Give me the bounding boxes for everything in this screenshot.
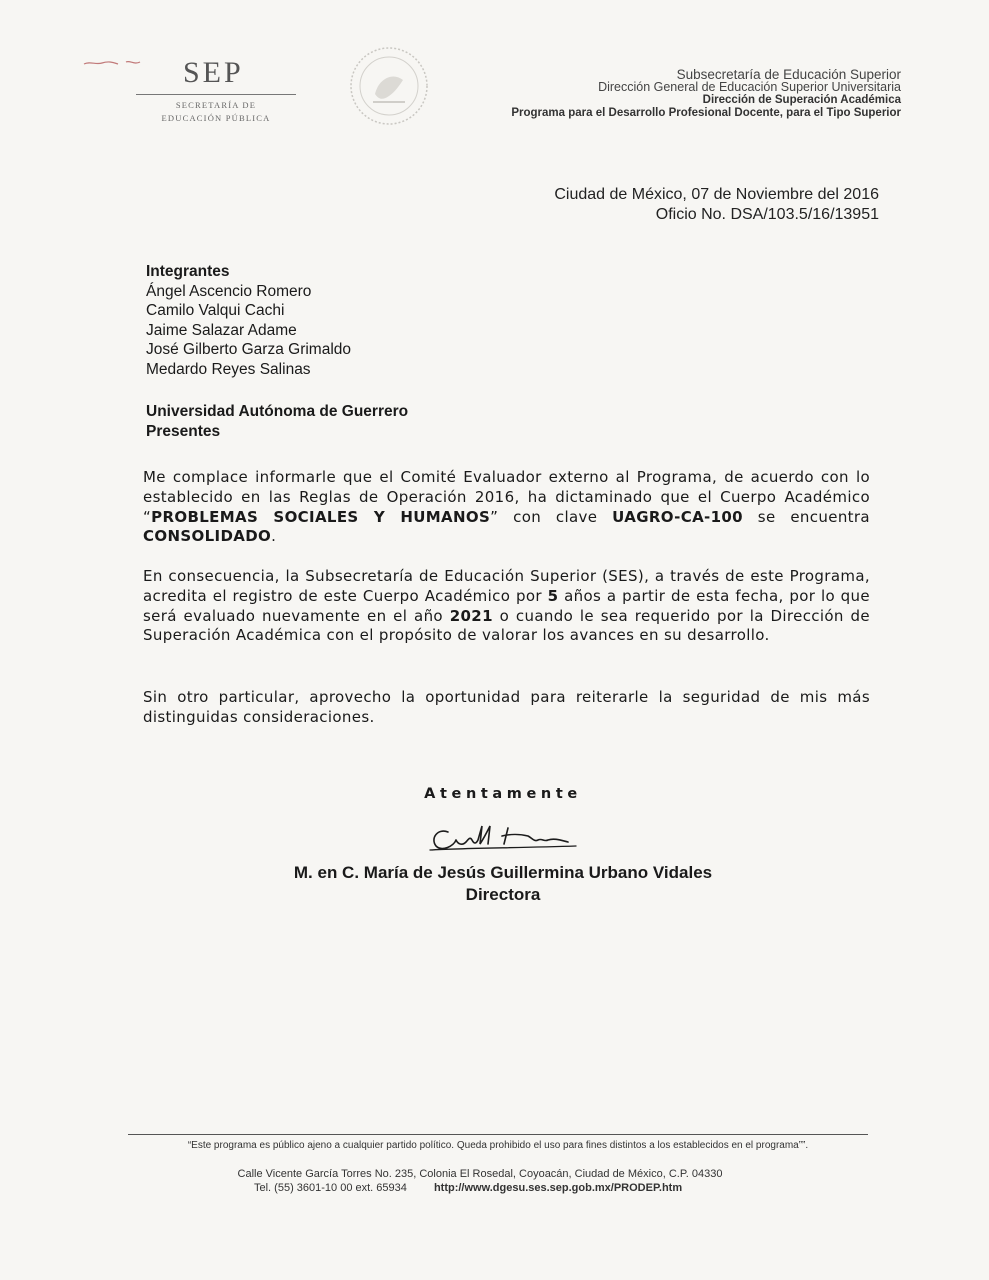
footer-contact bbox=[254, 1182, 682, 1194]
p1-text-g: . bbox=[271, 527, 277, 546]
recipients-block bbox=[146, 262, 351, 380]
header-direccion-general: Dirección General de Educación Superior Universitaria bbox=[598, 80, 901, 94]
academic-body-name: PROBLEMAS SOCIALES Y HUMANOS bbox=[151, 507, 491, 526]
signer-block bbox=[0, 862, 989, 906]
salutation: Atentamente bbox=[424, 786, 582, 802]
sep-logo bbox=[128, 52, 298, 127]
p2-text-e: o cuando le sea requerido por la Dirección de Superación Académica con el propósito de valorar los avances en su desarrollo. bbox=[143, 606, 870, 645]
status-consolidado: CONSOLIDADO bbox=[143, 527, 272, 546]
years-count: 5 bbox=[547, 586, 559, 605]
oficio-number: Oficio No. DSA/103.5/16/13951 bbox=[655, 206, 879, 223]
mexican-coat-of-arms-seal-icon bbox=[345, 44, 433, 128]
p1-text-e: se encuentra bbox=[742, 507, 870, 526]
sep-logo-subtitle-1: SECRETARÍA DE bbox=[175, 100, 257, 110]
p2-text-c: años a partir de esta fecha, por lo que será evaluado nuevamente en el año bbox=[143, 586, 870, 625]
footer-legal-note: “Este programa es público ajeno a cualquier partido político. Queda prohibido el uso para fines distintos a los establecidos en el programa””. bbox=[187, 1140, 809, 1151]
institution-name: Universidad Autónoma de Guerrero bbox=[146, 403, 409, 420]
place-date: Ciudad de México, 07 de Noviembre del 2016 bbox=[554, 186, 879, 203]
recipients-heading: Integrantes bbox=[146, 263, 230, 280]
sep-logo-rule bbox=[136, 94, 296, 95]
body-paragraph-2 bbox=[143, 567, 870, 646]
header-direccion-superacion: Dirección de Superación Académica bbox=[702, 94, 901, 106]
footer-url-link[interactable]: http://www.dgesu.ses.sep.gob.mx/PRODEP.htm bbox=[433, 1182, 683, 1194]
footer-divider bbox=[128, 1134, 868, 1135]
body-paragraph-3: Sin otro particular, aprovecho la oportunidad para reiterarle la seguridad de mis más distinguidas consideraciones. bbox=[143, 688, 870, 726]
sep-logo-subtitle-2: EDUCACIÓN PÚBLICA bbox=[161, 113, 271, 123]
body-paragraph-1 bbox=[143, 468, 870, 547]
institution-block bbox=[146, 402, 408, 442]
p2-text-a: En consecuencia, la Subsecretaría de Educación Superior (SES), a través de este Programa, acredita el registro de este Cuerpo Académico por bbox=[143, 567, 870, 605]
signer-name: M. en C. María de Jesús Guillermina Urbano Vidales bbox=[293, 863, 713, 882]
recipient-name: Camilo Valqui Cachi bbox=[146, 302, 285, 320]
p1-text-c: ” con clave bbox=[490, 507, 613, 526]
handwritten-signature-icon bbox=[424, 818, 584, 858]
p1-text-a: Me complace informarle que el Comité Evaluador externo al Programa, de acuerdo con lo establecido en las Reglas de Operación 2016, ha dictaminado que el Cuerpo Académico “ bbox=[143, 468, 870, 526]
recipient-name: Ángel Ascencio Romero bbox=[146, 282, 312, 300]
academic-body-key: UAGRO-CA-100 bbox=[612, 507, 743, 526]
recipient-name: Jaime Salazar Adame bbox=[146, 321, 297, 339]
evaluation-year: 2021 bbox=[449, 606, 493, 625]
footer-phone: Tel. (55) 3601-10 00 ext. 65934 bbox=[254, 1182, 407, 1194]
footer-address: Calle Vicente García Torres No. 235, Colonia El Rosedal, Coyoacán, Ciudad de México, C.P. 04330 bbox=[237, 1168, 723, 1180]
recipient-name: Medardo Reyes Salinas bbox=[146, 360, 311, 378]
greeting: Presentes bbox=[146, 423, 221, 440]
header-subsecretaria: Subsecretaría de Educación Superior bbox=[676, 67, 901, 82]
sep-logo-word: SEP bbox=[183, 56, 244, 89]
recipient-name: José Gilberto Garza Grimaldo bbox=[146, 341, 352, 359]
header-programa: Programa para el Desarrollo Profesional Docente, para el Tipo Superior bbox=[511, 107, 901, 119]
signer-title: Directora bbox=[465, 885, 541, 904]
